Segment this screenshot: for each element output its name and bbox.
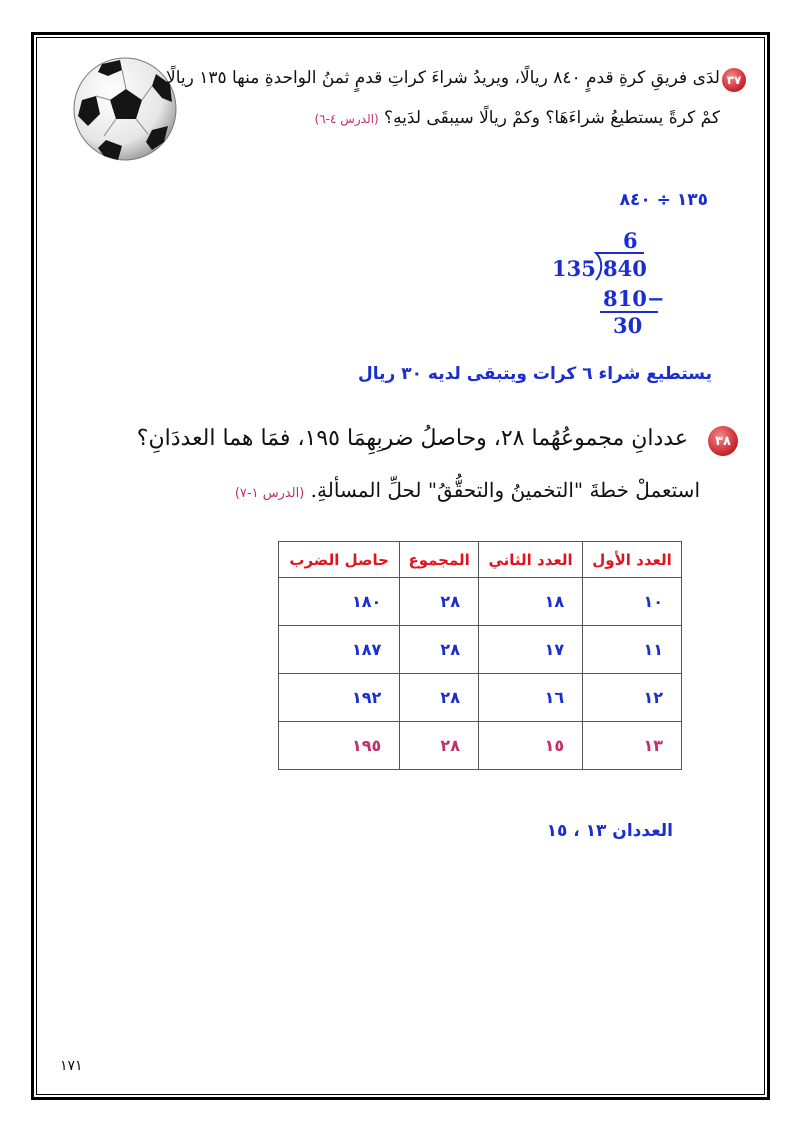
cell-first: ١٠ (583, 578, 682, 626)
cell-sum: ٢٨ (400, 578, 479, 626)
long-division-divisor: 135 (552, 256, 596, 281)
problem-37-question: كمْ كرةً يستطيعُ شراءَهَا؟ وكمْ ريالًا سيبقَى لدَيهِ؟ (384, 108, 720, 128)
table-row (279, 578, 682, 626)
problem-37-line-1: لدَى فريقِ كرةِ قدمٍ ٨٤٠ ريالًا، ويريدُ شراءَ كراتِ قدمٍ ثمنُ الواحدةِ منها ١٣٥ ريالًا. (160, 68, 720, 88)
header-product: حاصل الضرب (279, 542, 400, 578)
problem-38-line-1: عددانِ مجموعُهُما ٢٨، وحاصلُ ضربِهِمَا ١٩٥، فمَا هما العددَانِ؟ (136, 426, 688, 451)
problem-37-badge: ٣٧ (722, 68, 746, 92)
table-row (279, 674, 682, 722)
problem-37-lesson-ref: (الدرس ٤-٦) (314, 112, 379, 126)
cell-second: ١٥ (478, 722, 582, 770)
cell-first: ١٢ (583, 674, 682, 722)
table-row-solution (279, 722, 682, 770)
cell-product: ١٩٢ (279, 674, 400, 722)
long-division-dividend: 840 (603, 256, 647, 281)
division-expression: ١٣٥ ÷ ٨٤٠ (619, 190, 708, 210)
cell-sum: ٢٨ (400, 674, 479, 722)
long-division-remainder: 30 (613, 313, 643, 338)
cell-product: ١٩٥ (279, 722, 400, 770)
table-header-row (279, 542, 682, 578)
cell-sum: ٢٨ (400, 722, 479, 770)
long-division-quotient: 6 (623, 228, 638, 253)
header-first-number: العدد الأول (583, 542, 682, 578)
table-row (279, 626, 682, 674)
problem-38-answer: العددان ١٣ ، ١٥ (546, 821, 673, 841)
page-number: ١٧١ (60, 1058, 83, 1074)
header-sum: المجموع (400, 542, 479, 578)
header-second-number: العدد الثاني (478, 542, 582, 578)
long-division-subtract: 810− (603, 286, 665, 311)
cell-product: ١٨٠ (279, 578, 400, 626)
cell-product: ١٨٧ (279, 626, 400, 674)
problem-37-line-2 (314, 108, 720, 128)
cell-second: ١٦ (478, 674, 582, 722)
guess-check-table (278, 541, 682, 770)
cell-second: ١٧ (478, 626, 582, 674)
problem-38-instruction: استعملْ خطةَ "التخمينُ والتحقُّقُ" لحلِّ المسألةِ. (310, 478, 700, 502)
problem-38-lesson-ref: (الدرس ١-٧) (234, 486, 305, 501)
cell-first: ١١ (583, 626, 682, 674)
problem-37-answer: يستطيع شراء ٦ كرات ويتبقى لديه ٣٠ ريال (358, 364, 712, 384)
cell-second: ١٨ (478, 578, 582, 626)
cell-sum: ٢٨ (400, 626, 479, 674)
problem-38-badge: ٣٨ (708, 426, 738, 456)
cell-first: ١٣ (583, 722, 682, 770)
problem-38-line-2 (235, 478, 700, 502)
